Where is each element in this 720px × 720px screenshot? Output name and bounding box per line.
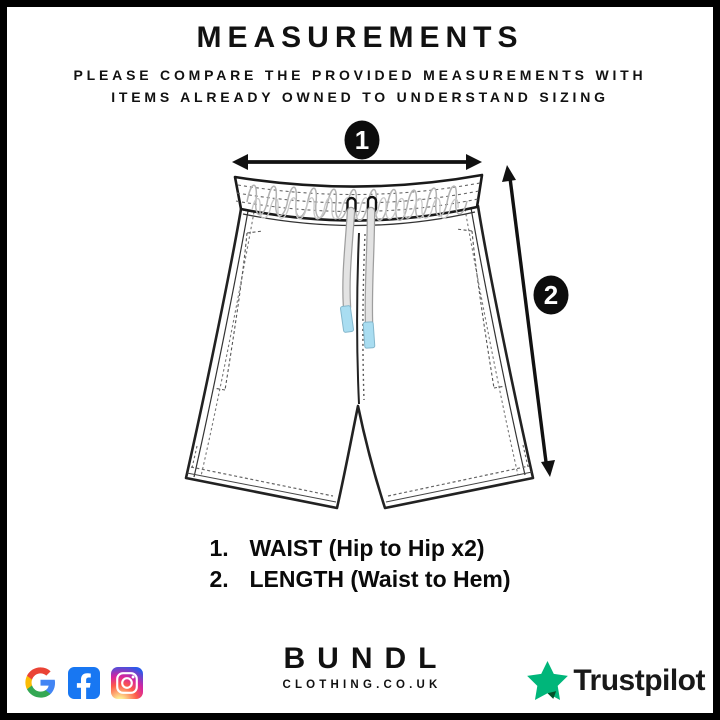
subtitle-line-1: PLEASE COMPARE THE PROVIDED MEASUREMENTS WITH — [73, 67, 647, 83]
trustpilot-logo — [527, 661, 705, 700]
subtitle — [0, 64, 720, 108]
legend-number: 1. — [209, 535, 229, 561]
badge-2 — [534, 276, 569, 315]
shorts-body — [186, 206, 533, 508]
badge-1 — [345, 121, 380, 160]
legend-item-waist — [209, 533, 510, 564]
legend-label: LENGTH (Waist to Hem) — [249, 566, 511, 592]
trustpilot-star-icon — [527, 661, 568, 700]
legend-number: 2. — [209, 566, 229, 592]
legend — [0, 533, 720, 595]
brand-domain: CLOTHING.CO.UK — [282, 679, 442, 691]
badge-2-number: 2 — [543, 280, 559, 310]
brand-name: BUNDL — [283, 642, 449, 675]
legend-label: WAIST (Hip to Hip x2) — [249, 535, 485, 561]
legend-item-length — [209, 564, 510, 595]
badge-1-number: 1 — [354, 125, 370, 155]
header — [0, 21, 720, 108]
subtitle-line-2: ITEMS ALREADY OWNED TO UNDERSTAND SIZING — [111, 89, 609, 105]
page-title: MEASUREMENTS — [196, 21, 524, 54]
trustpilot-wordmark: Trustpilot — [573, 663, 705, 697]
